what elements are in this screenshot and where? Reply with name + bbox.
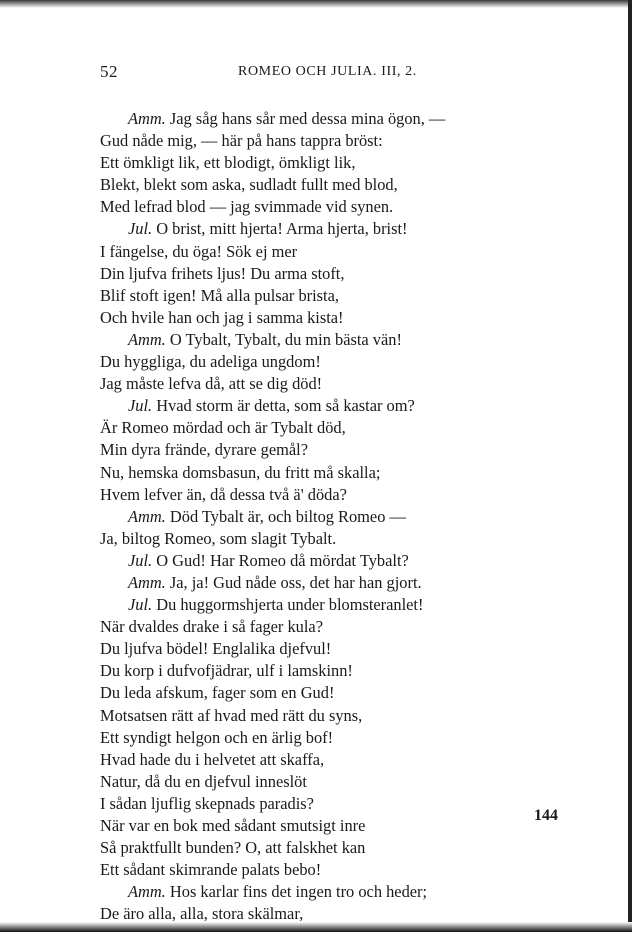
line-text: O Tybalt, Tybalt, du min bästa vän!	[169, 329, 402, 349]
verse-line	[100, 484, 530, 506]
line-text: Min dyra frände, dyrare gemål?	[100, 440, 308, 460]
speaker-name: Amm.	[128, 572, 166, 592]
speech-line	[100, 594, 530, 616]
line-text: Ja, ja! Gud nåde oss, det har han gjort.	[169, 572, 422, 592]
speaker-name: Jul.	[128, 595, 153, 615]
verse-line	[100, 771, 530, 793]
speaker-name: Amm.	[128, 329, 166, 349]
speech-line	[100, 218, 530, 240]
line-text: Nu, hemska domsbasun, du fritt må skalla;	[100, 462, 381, 482]
verse-line	[100, 196, 530, 218]
verse-line	[100, 130, 530, 152]
line-text: Hvad hade du i helvetet att skaffa,	[100, 749, 325, 769]
line-text: När var en bok med sådant smutsigt inre	[100, 816, 366, 835]
line-text: Död Tybalt är, och biltog Romeo —	[169, 506, 406, 526]
line-text: Och hvile han och jag i samma kista!	[100, 307, 344, 327]
line-text: Ett sådant skimrande palats bebo!	[100, 860, 322, 880]
line-text: Du ljufva bödel! Englalika djefvul!	[100, 639, 332, 659]
page-number: 52	[100, 62, 118, 81]
verse-line	[100, 307, 530, 329]
verse-line	[100, 727, 530, 749]
verse-line	[100, 749, 530, 771]
speaker-name: Jul.	[128, 396, 153, 416]
verse-line	[100, 793, 530, 815]
line-text: Hvem lefver än, då dessa två ä' döda?	[100, 484, 347, 504]
line-text: De äro alla, alla, stora skälmar,	[100, 904, 304, 924]
speech-line	[100, 550, 530, 572]
signature-mark: 144	[534, 807, 558, 824]
verse-line	[100, 705, 530, 727]
speech-line	[100, 506, 530, 528]
verse-line	[100, 837, 530, 859]
speech-line	[100, 881, 530, 903]
speaker-name: Jul.	[128, 550, 153, 570]
verse-line	[100, 815, 530, 837]
page-header	[100, 62, 520, 84]
verse-line	[100, 351, 530, 373]
verse-line	[100, 241, 530, 263]
line-text: I sådan ljuflig skepnads paradis?	[100, 793, 314, 813]
line-text: Ett ömkligt lik, ett blodigt, ömkligt lik,	[100, 153, 356, 173]
line-text: Är Romeo mördad och är Tybalt död,	[100, 418, 346, 438]
verse-line	[100, 174, 530, 196]
line-text: Hos karlar fins det ingen tro och heder;	[169, 882, 428, 902]
verse-line	[100, 152, 530, 174]
speech-line	[100, 572, 530, 594]
speaker-name: Amm.	[128, 506, 166, 526]
page-edge-shadow-right	[628, 0, 632, 932]
line-text: Jag måste lefva då, att se dig död!	[100, 374, 323, 394]
page-edge-shadow-top	[0, 0, 632, 8]
verse-line	[100, 373, 530, 395]
line-text: Du hyggliga, du adeliga ungdom!	[100, 352, 321, 372]
verse-line	[100, 528, 530, 550]
verse-line	[100, 439, 530, 461]
speech-line	[100, 395, 530, 417]
speaker-name: Amm.	[128, 109, 166, 128]
line-text: Du korp i dufvofjädrar, ulf i lamskinn!	[100, 661, 353, 681]
line-text: Motsatsen rätt af hvad med rätt du syns,	[100, 705, 363, 725]
speaker-name: Amm.	[128, 882, 166, 902]
play-text	[100, 108, 530, 925]
speech-line	[100, 329, 530, 351]
speaker-name: Jul.	[128, 219, 153, 239]
verse-line	[100, 903, 530, 925]
line-text: Natur, då du en djefvul inneslöt	[100, 771, 307, 791]
line-text: När dvaldes drake i så fager kula?	[100, 617, 323, 637]
line-text: Hvad storm är detta, som så kastar om?	[156, 396, 415, 416]
verse-line	[100, 682, 530, 704]
line-text: O Gud! Har Romeo då mördat Tybalt?	[156, 550, 409, 570]
speech-line	[100, 108, 530, 130]
verse-line	[100, 285, 530, 307]
line-text: I fängelse, du öga! Sök ej mer	[100, 241, 298, 261]
line-text: Din ljufva frihets ljus! Du arma stoft,	[100, 263, 345, 283]
line-text: Med lefrad blod — jag svimmade vid synen.	[100, 197, 394, 217]
verse-line	[100, 263, 530, 285]
line-text: Ja, biltog Romeo, som slagit Tybalt.	[100, 528, 337, 548]
line-text: Du leda afskum, fager som en Gud!	[100, 683, 335, 703]
verse-line	[100, 638, 530, 660]
verse-line	[100, 616, 530, 638]
line-text: Blekt, blekt som aska, sudladt fullt med blod,	[100, 175, 398, 195]
running-head: ROMEO OCH JULIA. III, 2.	[238, 64, 417, 79]
line-text: Blif stoft igen! Må alla pulsar brista,	[100, 285, 339, 305]
verse-line	[100, 417, 530, 439]
line-text: Ett syndigt helgon och en ärlig bof!	[100, 727, 334, 747]
line-text: Jag såg hans sår med dessa mina ögon, —	[169, 109, 446, 128]
verse-line	[100, 859, 530, 881]
line-text: Du huggormshjerta under blomsteranlet!	[156, 595, 424, 615]
verse-line	[100, 660, 530, 682]
line-text: Gud nåde mig, — här på hans tappra bröst:	[100, 131, 383, 151]
line-text: Så praktfullt bunden? O, att falskhet kan	[100, 838, 366, 858]
line-text: O brist, mitt hjerta! Arma hjerta, brist!	[156, 219, 408, 239]
verse-line	[100, 462, 530, 484]
